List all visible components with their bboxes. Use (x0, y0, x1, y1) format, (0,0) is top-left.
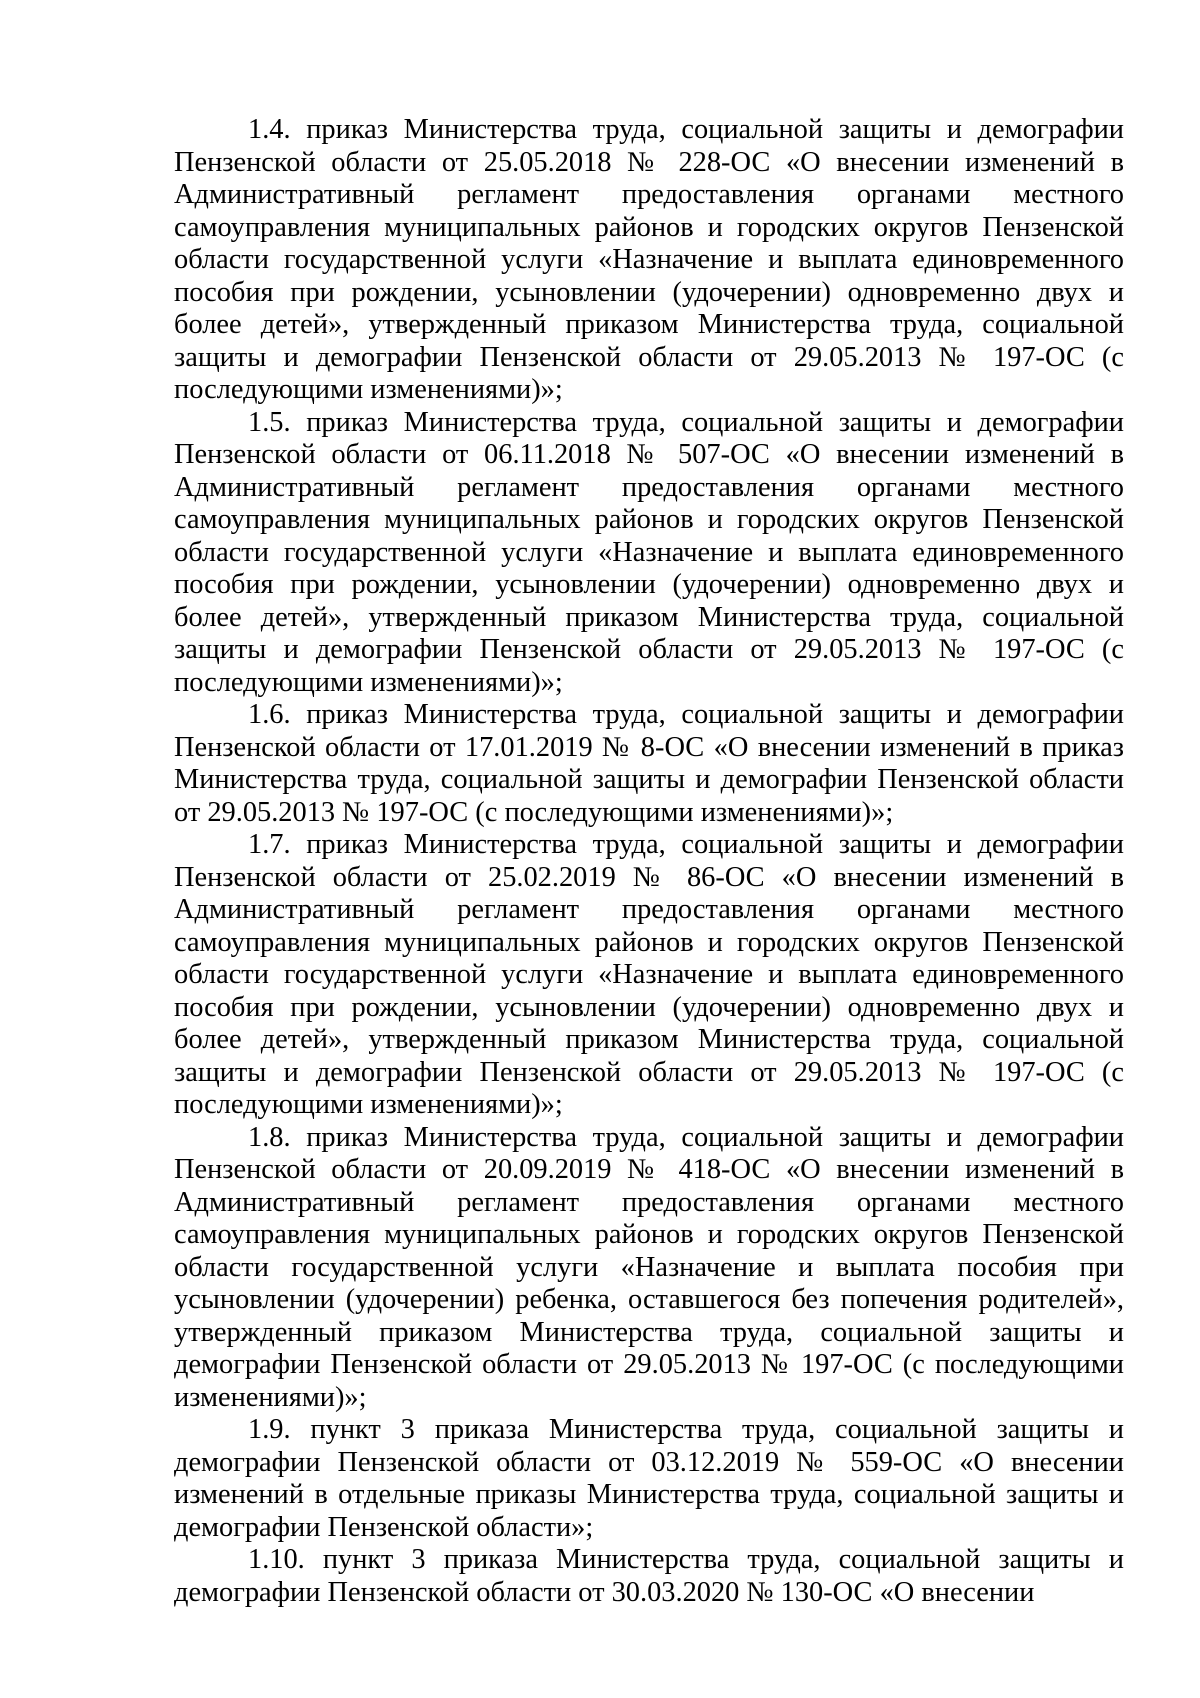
paragraph-1-8: 1.8. приказ Министерства труда, социальной защиты и демографии Пензенской области от 20.09.2019 № 418-ОС «О внесении изменений в Административный регламент предоставления органами местного самоуправления муниципальных районов и городских округов Пензенской области государственной услуги «Назначение и выплата пособия при усыновлении (удочерении) ребенка, оставшегося без попечения родителей», утвержденный приказом Министерства труда, социальной защиты и демографии Пензенской области от 29.05.2013 № 197-ОС (с последующими изменениями)»; (174, 1121, 1124, 1413)
document-page (174, 114, 1124, 1609)
paragraph-1-10: 1.10. пункт 3 приказа Министерства труда, социальной защиты и демографии Пензенской области от 30.03.2020 № 130-ОС «О внесении (174, 1544, 1124, 1608)
paragraph-1-5: 1.5. приказ Министерства труда, социальной защиты и демографии Пензенской области от 06.11.2018 № 507-ОС «О внесении изменений в Административный регламент предоставления органами местного самоуправления муниципальных районов и городских округов Пензенской области государственной услуги «Назначение и выплата единовременного пособия при рождении, усыновлении (удочерении) одновременно двух и более детей», утвержденный приказом Министерства труда, социальной защиты и демографии Пензенской области от 29.05.2013 № 197-ОС (с последующими изменениями)»; (174, 406, 1124, 698)
paragraph-1-6: 1.6. приказ Министерства труда, социальной защиты и демографии Пензенской области от 17.01.2019 № 8-ОС «О внесении изменений в приказ Министерства труда, социальной защиты и демографии Пензенской области от 29.05.2013 № 197-ОС (с последующими изменениями)»; (174, 699, 1124, 828)
paragraph-1-9: 1.9. пункт 3 приказа Министерства труда, социальной защиты и демографии Пензенской области от 03.12.2019 № 559-ОС «О внесении изменений в отдельные приказы Министерства труда, социальной защиты и демографии Пензенской области»; (174, 1414, 1124, 1543)
paragraph-1-7: 1.7. приказ Министерства труда, социальной защиты и демографии Пензенской области от 25.02.2019 № 86-ОС «О внесении изменений в Административный регламент предоставления органами местного самоуправления муниципальных районов и городских округов Пензенской области государственной услуги «Назначение и выплата единовременного пособия при рождении, усыновлении (удочерении) одновременно двух и более детей», утвержденный приказом Министерства труда, социальной защиты и демографии Пензенской области от 29.05.2013 № 197-ОС (с последующими изменениями)»; (174, 829, 1124, 1120)
paragraph-1-4: 1.4. приказ Министерства труда, социальной защиты и демографии Пензенской области от 25.05.2018 № 228-ОС «О внесении изменений в Административный регламент предоставления органами местного самоуправления муниципальных районов и городских округов Пензенской области государственной услуги «Назначение и выплата единовременного пособия при рождении, усыновлении (удочерении) одновременно двух и более детей», утвержденный приказом Министерства труда, социальной защиты и демографии Пензенской области от 29.05.2013 № 197-ОС (с последующими изменениями)»; (174, 114, 1124, 405)
